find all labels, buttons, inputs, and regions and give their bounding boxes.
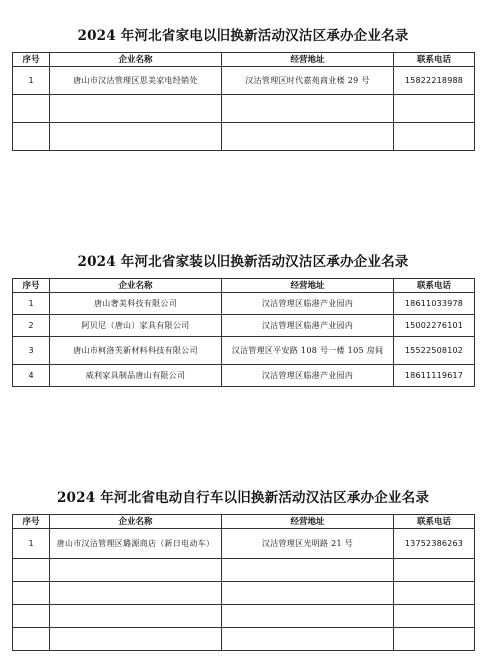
enterprise-table bbox=[12, 514, 475, 651]
table-row bbox=[13, 365, 475, 387]
empty-cell bbox=[222, 605, 394, 628]
empty-cell bbox=[50, 605, 222, 628]
row-index: 1 bbox=[13, 529, 50, 559]
table-row bbox=[13, 67, 475, 95]
row-index: 1 bbox=[13, 293, 50, 315]
empty-cell bbox=[13, 123, 50, 151]
table-header-row bbox=[13, 515, 475, 529]
section-furnishing bbox=[12, 254, 474, 387]
header-index: 序号 bbox=[13, 515, 50, 529]
empty-cell bbox=[222, 95, 394, 123]
header-index: 序号 bbox=[13, 279, 50, 293]
empty-cell bbox=[222, 628, 394, 651]
enterprise-table bbox=[12, 52, 475, 151]
header-phone: 联系电话 bbox=[394, 515, 475, 529]
empty-cell bbox=[50, 582, 222, 605]
empty-cell bbox=[222, 582, 394, 605]
row-name: 唐山市柯洛芙新材料科技有限公司 bbox=[50, 337, 222, 365]
table-header-row bbox=[13, 279, 475, 293]
section-appliances bbox=[12, 28, 474, 151]
empty-cell bbox=[394, 582, 475, 605]
header-name: 企业名称 bbox=[50, 53, 222, 67]
row-name: 威利家具制品唐山有限公司 bbox=[50, 365, 222, 387]
empty-cell bbox=[394, 605, 475, 628]
empty-cell bbox=[50, 628, 222, 651]
empty-cell bbox=[13, 605, 50, 628]
table-row bbox=[13, 293, 475, 315]
table-row bbox=[13, 337, 475, 365]
table-row-empty bbox=[13, 95, 475, 123]
header-index: 序号 bbox=[13, 53, 50, 67]
header-phone: 联系电话 bbox=[394, 53, 475, 67]
row-name: 唐山市汉沽管理区璐源商店（新日电动车） bbox=[50, 529, 222, 559]
row-phone: 15002276101 bbox=[394, 315, 475, 337]
row-index: 4 bbox=[13, 365, 50, 387]
section-title: 2024 年河北省家装以旧换新活动汉沽区承办企业名录 bbox=[77, 254, 409, 270]
table-header-row bbox=[13, 53, 475, 67]
empty-cell bbox=[13, 628, 50, 651]
row-address: 汉沽管理区临港产业园内 bbox=[222, 315, 394, 337]
empty-cell bbox=[13, 559, 50, 582]
empty-cell bbox=[13, 95, 50, 123]
empty-cell bbox=[394, 559, 475, 582]
row-address: 汉沽管理区时代嘉苑商业楼 29 号 bbox=[222, 67, 394, 95]
row-phone: 18611119617 bbox=[394, 365, 475, 387]
section-ebike bbox=[12, 490, 474, 651]
table-row bbox=[13, 529, 475, 559]
row-phone: 13752386263 bbox=[394, 529, 475, 559]
empty-cell bbox=[13, 582, 50, 605]
header-name: 企业名称 bbox=[50, 515, 222, 529]
section-title: 2024 年河北省电动自行车以旧换新活动汉沽区承办企业名录 bbox=[56, 490, 430, 506]
row-phone: 18611033978 bbox=[394, 293, 475, 315]
row-index: 2 bbox=[13, 315, 50, 337]
table-row-empty bbox=[13, 582, 475, 605]
table-row-empty bbox=[13, 605, 475, 628]
row-address: 汉沽管理区临港产业园内 bbox=[222, 365, 394, 387]
table-row-empty bbox=[13, 559, 475, 582]
row-index: 1 bbox=[13, 67, 50, 95]
section-title: 2024 年河北省家电以旧换新活动汉沽区承办企业名录 bbox=[77, 28, 409, 44]
row-index: 3 bbox=[13, 337, 50, 365]
empty-cell bbox=[222, 123, 394, 151]
table-row-empty bbox=[13, 628, 475, 651]
row-name: 唐山市汉沽管理区思美家电经销处 bbox=[50, 67, 222, 95]
table-row bbox=[13, 315, 475, 337]
header-name: 企业名称 bbox=[50, 279, 222, 293]
empty-cell bbox=[394, 95, 475, 123]
table-row-empty bbox=[13, 123, 475, 151]
empty-cell bbox=[394, 123, 475, 151]
header-address: 经营地址 bbox=[222, 515, 394, 529]
row-name: 阿贝尼（唐山）家具有限公司 bbox=[50, 315, 222, 337]
empty-cell bbox=[50, 123, 222, 151]
row-name: 唐山奢美科技有限公司 bbox=[50, 293, 222, 315]
header-phone: 联系电话 bbox=[394, 279, 475, 293]
header-address: 经营地址 bbox=[222, 53, 394, 67]
enterprise-table bbox=[12, 278, 475, 387]
row-address: 汉沽管理区临港产业园内 bbox=[222, 293, 394, 315]
empty-cell bbox=[222, 559, 394, 582]
row-address: 汉沽管理区平安路 108 号一楼 105 房间 bbox=[222, 337, 394, 365]
empty-cell bbox=[50, 559, 222, 582]
empty-cell bbox=[394, 628, 475, 651]
row-address: 汉沽管理区光明路 21 号 bbox=[222, 529, 394, 559]
row-phone: 15822218988 bbox=[394, 67, 475, 95]
empty-cell bbox=[50, 95, 222, 123]
row-phone: 15522508102 bbox=[394, 337, 475, 365]
header-address: 经营地址 bbox=[222, 279, 394, 293]
